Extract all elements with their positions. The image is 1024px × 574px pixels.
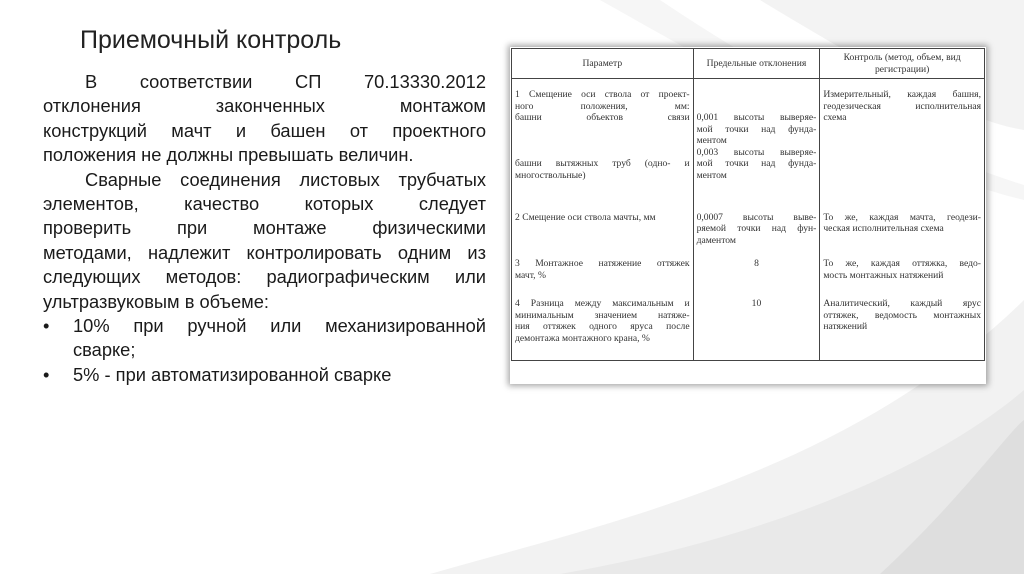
bullet-item	[43, 314, 486, 363]
table-cell-line	[515, 147, 690, 159]
paragraph2-line: Сварные соединения листовых трубчатых	[85, 168, 486, 190]
paragraph2-line: следующих методов: радиографическим или	[43, 266, 486, 288]
table-cell-line: 3 Монтажное натяжение оттяжек	[515, 258, 690, 269]
paragraph1-line: положения не должны превышать величин.	[43, 144, 414, 166]
table-cell-limit	[693, 198, 820, 249]
bullet-mark: •	[43, 315, 50, 337]
paragraph1-line: отклонения законченных монтажом	[43, 95, 486, 117]
table-cell-line	[697, 101, 817, 113]
table-row	[512, 248, 985, 290]
table-cell-line: схема	[823, 112, 847, 123]
table-cell-line: Аналитический, каждый ярус	[823, 298, 981, 309]
body-text	[43, 70, 486, 387]
table-cell-line: мой точки над фунда-	[696, 123, 817, 135]
table-cell-line: 8	[754, 258, 759, 269]
table-cell-line: То же, каждая мачта, геодези-	[823, 211, 981, 223]
paragraph1-line: В соответствии СП 70.13330.2012	[85, 71, 486, 92]
table-cell-line: мой точки над фунда-	[696, 158, 817, 169]
table-cell-limit	[693, 248, 820, 290]
table-cell-limit	[693, 79, 820, 198]
table-cell-line: ческая исполнительная схема	[823, 223, 944, 234]
table-row	[512, 290, 985, 360]
paragraph2-line: методами, надлежит контролировать одним из	[43, 241, 486, 263]
table-cell-line	[515, 124, 690, 136]
table-cell-line: ряемой точки над фун-	[696, 223, 817, 234]
bullet-item	[43, 363, 486, 387]
table-cell-limit	[693, 290, 820, 360]
table-cell-line: натяжений	[823, 321, 868, 332]
table-cell-line: башни объектов связи	[515, 112, 690, 123]
table-cell-line: 4 Разница между максимальным и	[515, 298, 690, 309]
table-header-row	[512, 49, 985, 79]
table-cell-line: ментом	[696, 135, 727, 146]
table-cell-line: мачт, %	[515, 269, 546, 281]
paragraph-welded-joints	[43, 168, 486, 314]
table-cell-line: оттяжек, ведомость монтажных	[823, 309, 981, 321]
bullet-text: 10% при ручной или механизированной сварке;	[73, 315, 486, 361]
table-cell-line: многоствольные)	[515, 169, 586, 181]
tolerance-table	[511, 48, 985, 361]
paragraph1-line: конструкций мачт и башен от проектного	[43, 119, 486, 141]
table-cell-param	[512, 248, 694, 290]
table-cell-line	[515, 135, 690, 147]
table-cell-param	[512, 198, 694, 249]
table-cell-line: 2 Смещение оси ствола мачты, мм	[515, 211, 656, 223]
table-cell-control	[820, 290, 985, 360]
table-cell-param	[512, 79, 694, 198]
bullet-mark: •	[43, 363, 50, 385]
table-cell-line	[697, 89, 817, 101]
table-cell-line: 0,001 высоты выверяе-	[696, 112, 817, 123]
page-title: Приемочный контроль	[80, 26, 342, 54]
paragraph-standard-reference	[43, 70, 486, 168]
header-limit-deviation: Предельные отклонения	[693, 49, 820, 79]
table-cell-line: Измерительный, каждая башня,	[823, 89, 981, 100]
table-cell-line: геодезическая исполнительная	[823, 100, 981, 112]
table-cell-line: башни вытяжных труб (одно- и	[515, 158, 690, 169]
table-cell-param	[512, 290, 694, 360]
table-cell-line: 1 Смещение оси ствола от проект-	[515, 89, 690, 100]
table-cell-control	[820, 198, 985, 249]
table-cell-line: 10	[751, 298, 762, 309]
table-cell-line: даментом	[696, 234, 736, 246]
table-cell-line: 0,0007 высоты выве-	[696, 211, 817, 223]
table-cell-line: минимальным значением натяже-	[515, 309, 690, 321]
header-control-method: Контроль (метод, объем, вид регистрации)	[820, 49, 985, 79]
bullet-text: 5% - при автоматизированной сварке	[73, 363, 392, 385]
table-cell-line: мость монтажных натяжений	[823, 269, 944, 281]
tolerance-table-image	[510, 47, 986, 384]
table-cell-control	[820, 248, 985, 290]
table-cell-line: ния оттяжек одного яруса после	[515, 321, 690, 332]
paragraph2-line: элементов, качество которых следует	[43, 193, 486, 215]
table-cell-line: демонтажа монтажного крана, %	[515, 332, 650, 344]
table-cell-line: ного положения, мм:	[515, 100, 690, 112]
paragraph2-line: ультразвуковым в объеме:	[43, 290, 269, 312]
table-cell-line: 0,003 высоты выверяе-	[696, 146, 817, 158]
table-cell-control	[820, 79, 985, 198]
table-row	[512, 79, 985, 198]
table-cell-line: ментом	[696, 169, 727, 181]
table-row	[512, 198, 985, 249]
paragraph2-line: проверить при монтаже физическими	[43, 217, 486, 239]
header-parameter: Параметр	[512, 49, 694, 79]
table-cell-line: То же, каждая оттяжка, ведо-	[823, 258, 981, 269]
